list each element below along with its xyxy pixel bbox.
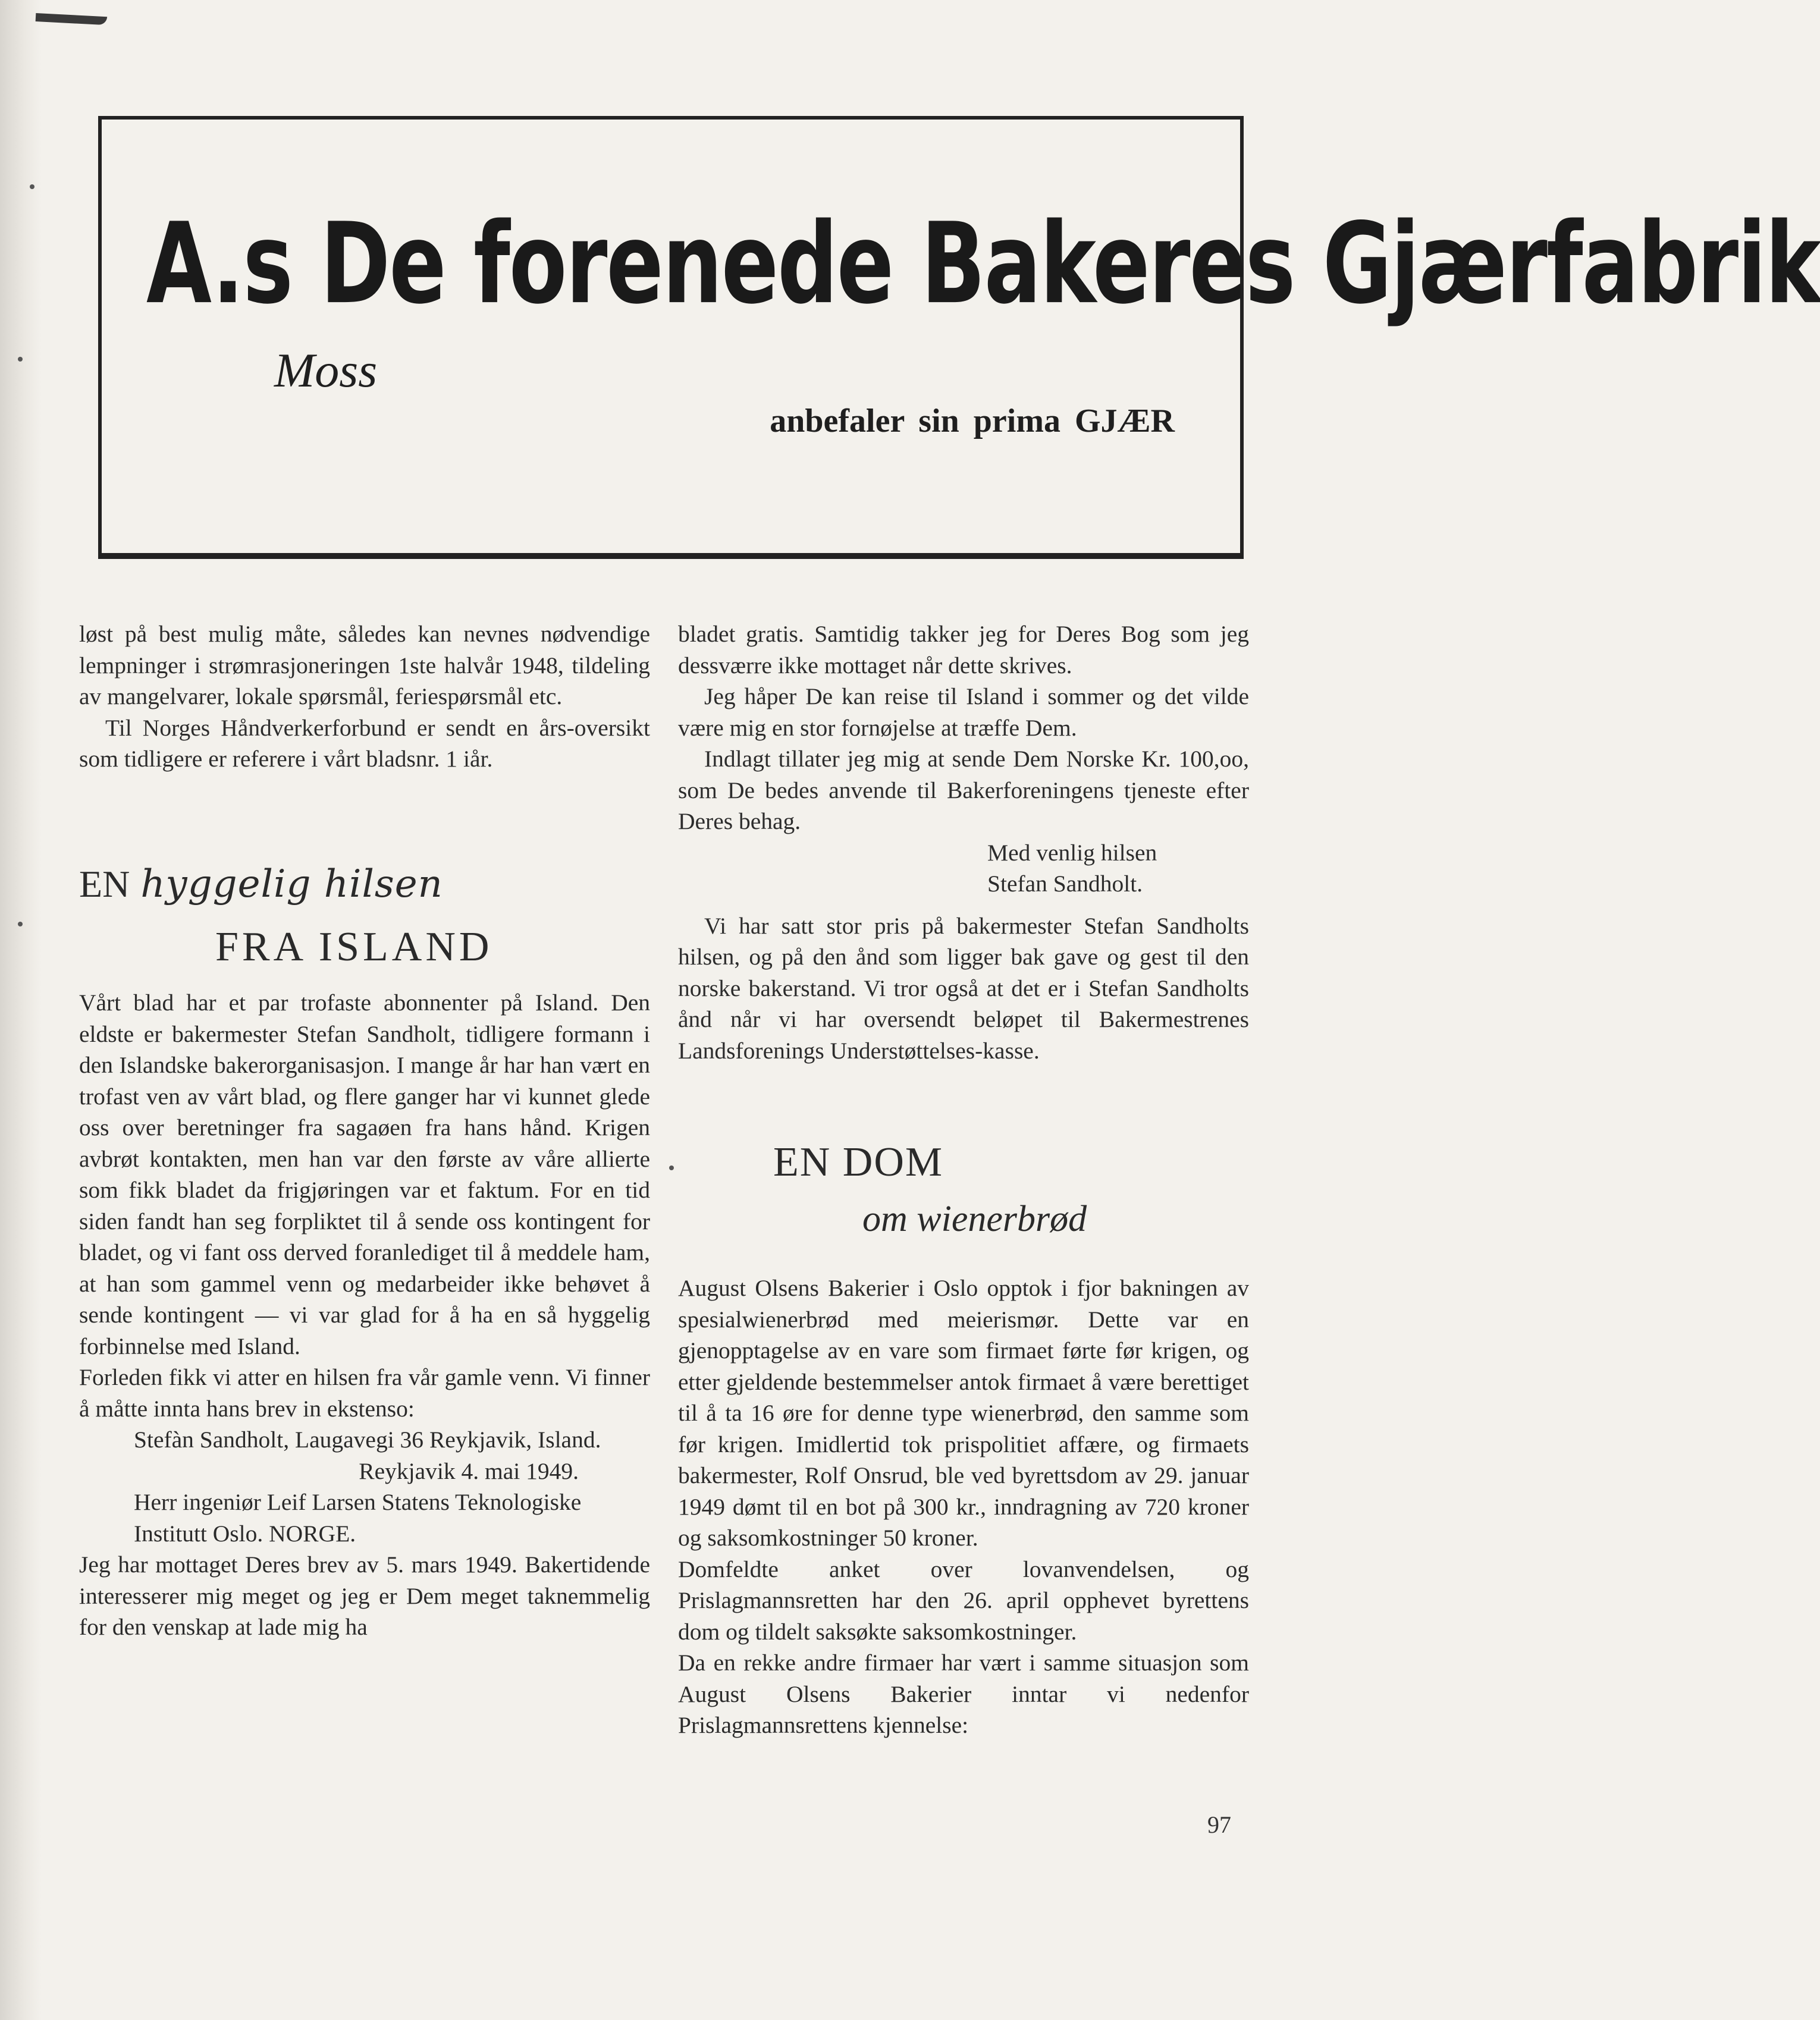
margin-dot	[669, 1165, 674, 1170]
article-heading: EN DOM	[773, 1139, 944, 1185]
article-heading	[79, 862, 443, 906]
paragraph: Vårt blad har et par trofaste abonnenter på Island. Den eldste er bakermester Stefan Sandholt, tidligere formann i den Islandske bakerorganisasjon. I mange år har han vært en trofast ven av vårt blad, og flere ganger har vi kunnet glede oss over beretninger fra sagaøen fra hans hånd. Krigen avbrøt kontakten, men han var den første av våre allierte som fikk bladet da frigjøringen var et faktum. For en tid siden fandt han seg forpliktet til å sende oss kontingent for bladet, og vi fant oss derved foranlediget til å meddele ham, at han som gammel venn og medarbeider ikke behøvet å sende kontingent — vi var glad for å ha en så hyggelig forbinnelse med Island.	[79, 989, 650, 1359]
paragraph: Til Norges Håndverkerforbund er sendt en års-oversikt som tidligere er referere i vårt bladsnr. 1 iår.	[79, 714, 650, 772]
heading-script: hyggelig hilsen	[140, 862, 443, 906]
paragraph: Vi har satt stor pris på bakermester Stefan Sandholts hilsen, og på den ånd som ligger bak gave og gest til den norske bakerstand. Vi tror også at det er i Stefan Sandholts ånd når vi har oversendt beløpet til Bakermestrenes Landsforenings Understøttelses-kasse.	[678, 912, 1249, 1064]
left-column-continuation	[79, 618, 650, 775]
address-line: Herr ingeniør Leif Larsen	[134, 1489, 376, 1515]
page-number: 97	[1207, 1811, 1231, 1838]
article-subheading: FRA ISLAND	[215, 924, 493, 970]
address-line: Statens Teknologiske Institutt	[134, 1489, 582, 1547]
paragraph: Jeg har mottaget Deres brev av 5. mars 1949. Bakertidende interesserer mig meget og jeg er Dem meget taknemmelig for den venskap at lade mig ha	[79, 1551, 650, 1640]
advertisement-box	[98, 116, 1820, 559]
letter-sender-address	[79, 1424, 650, 1456]
advert-slogan: anbefaler sin prima GJÆR	[770, 403, 1175, 439]
advert-title: A.s De forenede Bakeres Gjærfabrik	[146, 199, 1820, 329]
margin-dot	[18, 922, 23, 926]
address-line: Reykjavik, Island.	[429, 1427, 601, 1453]
paragraph: bladet gratis. Samtidig takker jeg for Deres Bog som jeg dessværre ikke mottaget når dette skrives.	[678, 621, 1249, 678]
letter-date: Reykjavik 4. mai 1949.	[359, 1457, 579, 1484]
paragraph: Forleden fikk vi atter en hilsen fra vår gamle venn. Vi finner å måtte innta hans brev in ekstenso:	[79, 1364, 650, 1422]
paragraph: Da en rekke andre firmaer har vært i samme situasjon som August Olsens Bakerier inntar vi nedenfor Prislagmannsrettens kjennelse:	[678, 1650, 1249, 1738]
paragraph: Jeg håper De kan reise til Island i sommer og det vilde være mig en stor fornøjelse at træffe Dem.	[678, 683, 1249, 741]
paragraph: løst på best mulig måte, således kan nevnes nødvendige lempninger i strømrasjoneringen 1ste halvår 1948, tildeling av mangelvarer, lokale spørsmål, feriespørsmål etc.	[79, 621, 650, 709]
margin-dot	[18, 357, 23, 362]
letter-recipient-address	[79, 1487, 650, 1549]
corner-mark	[36, 13, 108, 25]
advert-city: Moss	[274, 343, 378, 397]
heading-en: EN	[79, 863, 130, 905]
paragraph: Indlagt tillater jeg mig at sende Dem Norske Kr. 100,oo, som De bedes anvende til Bakerforeningens tjeneste efter Deres behag.	[678, 746, 1249, 834]
address-line: Oslo. NORGE.	[212, 1520, 356, 1547]
article-body-island	[79, 987, 650, 1643]
article-subheading: om wienerbrød	[862, 1199, 1087, 1239]
paragraph: August Olsens Bakerier i Oslo opptok i fjor bakningen av spesialwienerbrød med meierismør. Dette var en gjenopptagelse av en vare som firmaet førte før krigen, og etter gjeldende bestemmelser antok firmaet å være berettiget til å ta 16 øre for denne type wienerbrød, den samme som før krigen. Imidlertid tok prispolitiet affære, og firmaets bakermester, Rolf Onsrud, ble ved byrettsdom av 29. januar 1949 dømt til en bot på 300 kr., inndragning av 720 kroner og saksomkostninger 50 kroner.	[678, 1275, 1249, 1551]
margin-dot	[30, 184, 34, 189]
right-column-letter	[678, 618, 1249, 1066]
address-line: Stefàn Sandholt,	[134, 1427, 290, 1453]
address-line: Laugavegi 36	[294, 1427, 424, 1453]
page-edge	[0, 0, 42, 2020]
letter-closing: Med venlig hilsen	[987, 839, 1157, 866]
paragraph: Domfeldte anket over lovanvendelsen, og Prislagmannsretten har den 26. april opphevet byrettens dom og tildelt saksøkte saksomkostninger.	[678, 1556, 1249, 1645]
article-body-dom	[678, 1273, 1249, 1741]
letter-signature: Stefan Sandholt.	[987, 871, 1143, 897]
